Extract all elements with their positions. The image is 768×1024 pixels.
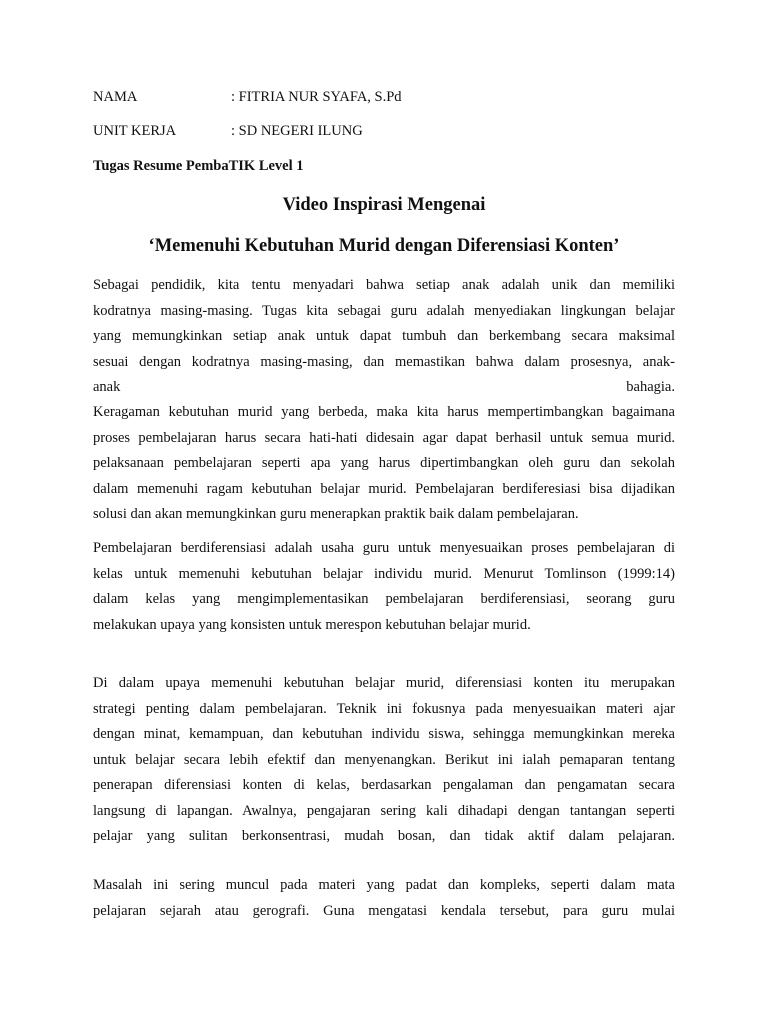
header-unit-row [93,122,363,140]
paragraph-line: langsung di lapangan. Awalnya, pengajaran sering kali dihadapi dengan tantangan seperti [93,802,675,819]
unit-value: : SD NEGERI ILUNG [231,123,363,139]
paragraph-line [93,375,675,401]
paragraph-line: dalam kelas yang mengimplementasikan pembelajaran berdiferensiasi, seorang guru [93,591,675,607]
paragraph-line: penerapan diferensiasi konten di kelas, berdasarkan pengalaman dan pengamatan secara [93,777,675,793]
split-word-left: anak [93,379,121,395]
doc-title-line-2: ‘Memenuhi Kebutuhan Murid dengan Diferensiasi Konten’ [148,236,620,256]
paragraph-3 [93,671,675,850]
paragraph-line: Pembelajaran berdiferensiasi adalah usaha guru untuk menyesuaikan proses pembelajaran di [93,540,675,556]
paragraph-line: yang memungkinkan setiap anak untuk dapat tumbuh dan berkembang secara maksimal [93,328,675,344]
name-label: NAMA [93,89,138,105]
paragraph-line: Keragaman kebutuhan murid yang berbeda, maka kita harus mempertimbangkan bagaimana [93,404,675,420]
header-name-row [93,88,402,106]
paragraph-line: strategi penting dalam pembelajaran. Teknik ini fokusnya pada menyesuaikan materi ajar [93,700,675,717]
paragraph-1-continued [93,400,675,528]
doc-title-line-1: Video Inspirasi Mengenai [282,195,486,215]
split-word-right: bahagia. [626,379,675,395]
paragraph-line: dengan minat, kemampuan, dan kebutuhan individu siswa, sehingga memungkinkan mereka [93,726,675,742]
paragraph-line: dalam memenuhi ragam kebutuhan belajar murid. Pembelajaran berdiferesiasi bisa dijadikan [93,480,675,497]
paragraph-1 [93,273,675,401]
paragraph-line: melakukan upaya yang konsisten untuk merespon kebutuhan belajar murid. [93,616,531,633]
paragraph-4 [93,873,675,924]
name-value: : FITRIA NUR SYAFA, S.Pd [231,89,402,105]
paragraph-line: pelaksanaan pembelajaran seperti apa yang harus dipertimbangkan oleh guru dan sekolah [93,455,675,471]
paragraph-line: kodratnya masing-masing. Tugas kita sebagai guru adalah menyediakan lingkungan belajar [93,302,675,319]
paragraph-line: solusi dan akan memungkinkan guru menerapkan praktik baik dalam pembelajaran. [93,506,579,522]
paragraph-line: pelajar yang sulitan berkonsentrasi, mudah bosan, dan tidak aktif dalam pelajaran. [93,828,675,844]
paragraph-line: Di dalam upaya memenuhi kebutuhan belajar murid, diferensiasi konten itu merupakan [93,675,675,691]
paragraph-line: Masalah ini sering muncul pada materi yang padat dan kompleks, seperti dalam mata [93,877,675,893]
paragraph-2 [93,536,675,638]
paragraph-line: kelas untuk memenuhi kebutuhan belajar individu murid. Menurut Tomlinson (1999:14) [93,565,675,582]
paragraph-line: sesuai dengan kodratnya masing-masing, dan memastikan bahwa dalam prosesnya, anak- [93,353,675,370]
paragraph-line: untuk belajar secara lebih efektif dan menyenangkan. Berikut ini ialah pemaparan tentang [93,751,675,768]
paragraph-line: pelajaran sejarah atau gerografi. Guna mengatasi kendala tersebut, para guru mulai [93,902,675,919]
paragraph-line: Sebagai pendidik, kita tentu menyadari bahwa setiap anak adalah unik dan memiliki [93,277,675,293]
paragraph-line: proses pembelajaran harus secara hati-hati didesain agar dapat berhasil untuk semua murid. [93,429,675,446]
task-title: Tugas Resume PembaTIK Level 1 [93,158,304,174]
unit-label: UNIT KERJA [93,123,177,139]
